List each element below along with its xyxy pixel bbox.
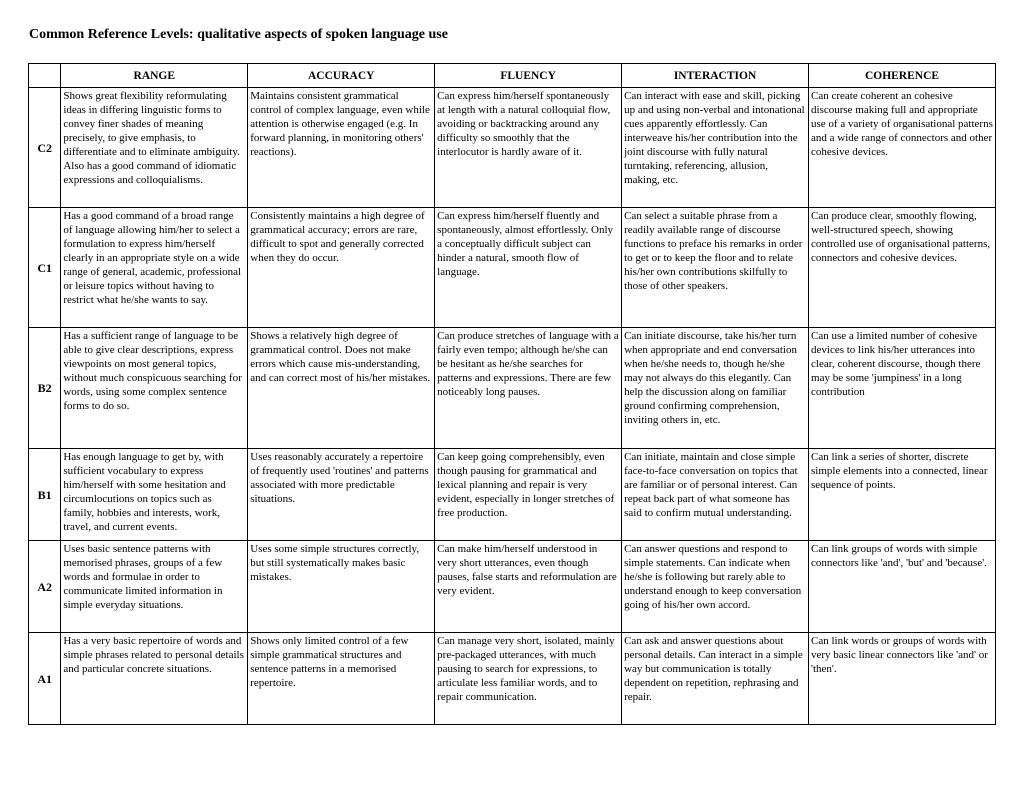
level-label: B1	[29, 449, 61, 541]
accuracy-cell: Shows a relatively high degree of grammatical control. Does not make errors which cause mis-understanding, and can correct most of his/her mistakes.	[248, 328, 435, 449]
level-row-a2	[29, 541, 996, 633]
accuracy-cell: Uses reasonably accurately a repertoire of frequently used 'routines' and patterns associated with more predictable situations.	[248, 449, 435, 541]
range-cell: Has a very basic repertoire of words and simple phrases related to personal details and particular concrete situations.	[61, 633, 248, 725]
level-label: A1	[29, 633, 61, 725]
accuracy-cell: Maintains consistent grammatical control of complex language, even while attention is otherwise engaged (e.g. In forward planning, in monitoring others' reactions).	[248, 88, 435, 208]
fluency-cell: Can make him/herself understood in very short utterances, even though pauses, false starts and reformulation are very evident.	[435, 541, 622, 633]
level-row-c2	[29, 88, 996, 208]
coherence-cell: Can use a limited number of cohesive devices to link his/her utterances into clear, coherent discourse, though there may be some 'jumpiness' in a long contribution	[809, 328, 996, 449]
interaction-cell: Can answer questions and respond to simple statements. Can indicate when he/she is following but rarely able to understand enough to keep conversation going of his/her own accord.	[622, 541, 809, 633]
level-row-a1	[29, 633, 996, 725]
header-row	[29, 64, 996, 88]
document-title: Common Reference Levels: qualitative aspects of spoken language use	[29, 27, 448, 42]
reference-levels-table	[28, 63, 996, 725]
fluency-cell: Can keep going comprehensibly, even though pausing for grammatical and lexical planning and repair is very evident, especially in longer stretches of free production.	[435, 449, 622, 541]
interaction-cell: Can interact with ease and skill, picking up and using non-verbal and intonational cues apparently effortlessly. Can interweave his/her contribution into the joint discourse with fully natural turntaking, referencing, allusion, making, etc.	[622, 88, 809, 208]
level-label: B2	[29, 328, 61, 449]
fluency-cell: Can express him/herself spontaneously at length with a natural colloquial flow, avoiding or backtracking around any difficulty so smoothly that the interlocutor is hardly aware of it.	[435, 88, 622, 208]
interaction-cell: Can initiate, maintain and close simple face-to-face conversation on topics that are familiar or of personal interest. Can repeat back part of what someone has said to confirm mutual understanding.	[622, 449, 809, 541]
coherence-cell: Can create coherent an cohesive discourse making full and appropriate use of a variety of organisational patterns and a wide range of connectors and other cohesive devices.	[809, 88, 996, 208]
interaction-cell: Can select a suitable phrase from a readily available range of discourse functions to preface his remarks in order to get or to keep the floor and to relate his/her own contributions skilfully to those of other speakers.	[622, 208, 809, 328]
interaction-cell: Can ask and answer questions about personal details. Can interact in a simple way but communication is totally dependent on repetition, rephrasing and repair.	[622, 633, 809, 725]
level-label: C1	[29, 208, 61, 328]
coherence-cell: Can produce clear, smoothly flowing, well-structured speech, showing controlled use of organisational patterns, connectors and cohesive devices.	[809, 208, 996, 328]
column-header-coherence: COHERENCE	[809, 64, 996, 88]
fluency-cell: Can produce stretches of language with a fairly even tempo; although he/she can be hesitant as he/she searches for patterns and expressions. There are few noticeably long pauses.	[435, 328, 622, 449]
coherence-cell: Can link words or groups of words with very basic linear connectors like 'and' or 'then'.	[809, 633, 996, 725]
corner-cell	[29, 64, 61, 88]
fluency-cell: Can express him/herself fluently and spontaneously, almost effortlessly. Only a conceptually difficult subject can hinder a natural, smooth flow of language.	[435, 208, 622, 328]
range-cell: Has enough language to get by, with sufficient vocabulary to express him/herself with some hesitation and circumlocutions on topics such as family, hobbies and interests, work, travel, and current events.	[61, 449, 248, 541]
range-cell: Has a sufficient range of language to be able to give clear descriptions, express viewpoints on most general topics, without much conspicuous searching for words, using some complex sentence forms to do so.	[61, 328, 248, 449]
range-cell: Shows great flexibility reformulating ideas in differing linguistic forms to convey finer shades of meaning precisely, to give emphasis, to differentiate and to eliminate ambiguity. Also has a good command of idiomatic expressions and colloquialisms.	[61, 88, 248, 208]
column-header-range: RANGE	[61, 64, 248, 88]
level-row-b1	[29, 449, 996, 541]
fluency-cell: Can manage very short, isolated, mainly pre-packaged utterances, with much pausing to search for expressions, to articulate less familiar words, and to repair communication.	[435, 633, 622, 725]
column-header-accuracy: ACCURACY	[248, 64, 435, 88]
column-header-interaction: INTERACTION	[622, 64, 809, 88]
coherence-cell: Can link a series of shorter, discrete simple elements into a connected, linear sequence of points.	[809, 449, 996, 541]
column-header-fluency: FLUENCY	[435, 64, 622, 88]
level-label: A2	[29, 541, 61, 633]
accuracy-cell: Shows only limited control of a few simple grammatical structures and sentence patterns in a memorised repertoire.	[248, 633, 435, 725]
accuracy-cell: Consistently maintains a high degree of grammatical accuracy; errors are rare, difficult to spot and generally corrected when they do occur.	[248, 208, 435, 328]
level-row-b2	[29, 328, 996, 449]
interaction-cell: Can initiate discourse, take his/her turn when appropriate and end conversation when he/she needs to, though he/she may not always do this elegantly. Can help the discussion along on familiar ground confirming comprehension, inviting others in, etc.	[622, 328, 809, 449]
range-cell: Has a good command of a broad range of language allowing him/her to select a formulation to express him/herself clearly in an appropriate style on a wide range of general, academic, professional or leisure topics without having to restrict what he/she wants to say.	[61, 208, 248, 328]
coherence-cell: Can link groups of words with simple connectors like 'and', 'but' and 'because'.	[809, 541, 996, 633]
range-cell: Uses basic sentence patterns with memorised phrases, groups of a few words and formulae in order to communicate limited information in simple everyday situations.	[61, 541, 248, 633]
level-row-c1	[29, 208, 996, 328]
accuracy-cell: Uses some simple structures correctly, but still systematically makes basic mistakes.	[248, 541, 435, 633]
level-label: C2	[29, 88, 61, 208]
